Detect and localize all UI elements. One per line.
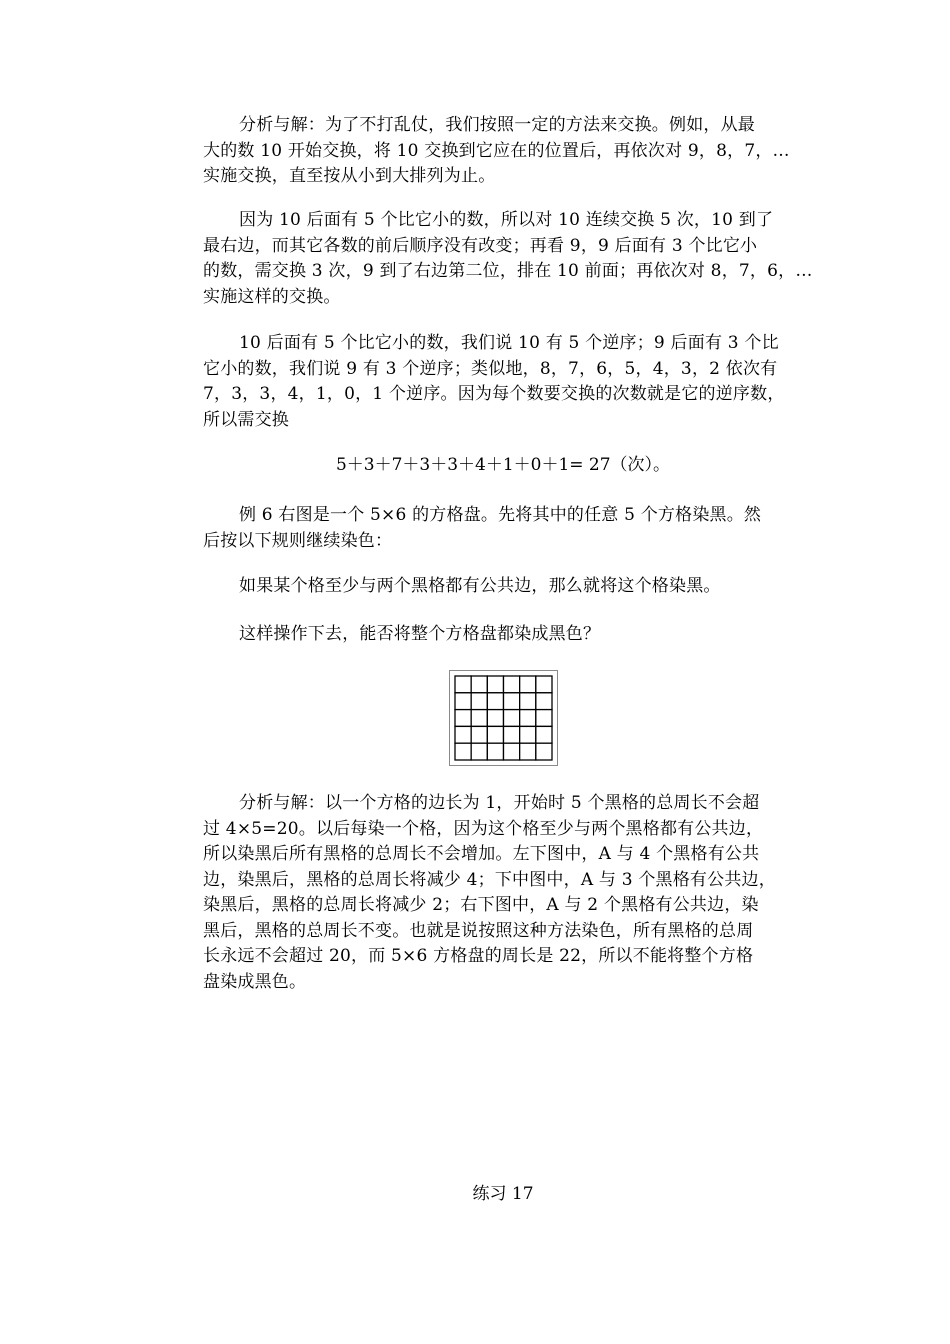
section-footer: 练习 17 xyxy=(472,1184,534,1204)
grid-cell xyxy=(504,676,520,693)
grid-cell xyxy=(536,710,552,727)
text-line: 盘染成黑色。 xyxy=(203,971,307,992)
text-line: 最右边，而其它各数的前后顺序没有改变；再看 9，9 后面有 3 个比它小 xyxy=(203,235,758,256)
grid-cell xyxy=(471,726,487,743)
text-line: 因为 10 后面有 5 个比它小的数，所以对 10 连续交换 5 次，10 到了 xyxy=(239,210,774,230)
text-line: 所以需交换 xyxy=(203,409,289,430)
grid-cell xyxy=(520,726,536,743)
grid-cell xyxy=(471,676,487,693)
grid-cell xyxy=(487,710,503,727)
grid-cell xyxy=(455,693,471,710)
text-line: 例 6 右图是一个 5×6 的方格盘。先将其中的任意 5 个方格染黑。然 xyxy=(239,505,762,525)
text-line: 它小的数，我们说 9 有 3 个逆序；类似地，8，7，6，5，4，3，2 依次有 xyxy=(203,358,778,379)
text-line: 长永远不会超过 20，而 5×6 方格盘的周长是 22，所以不能将整个方格 xyxy=(203,946,754,966)
grid-cell xyxy=(536,676,552,693)
text-line: 边，染黑后，黑格的总周长将减少 4；下中图中，A 与 3 个黑格有公共边， xyxy=(203,869,776,890)
grid-figure xyxy=(449,670,558,766)
grid-cell xyxy=(455,743,471,760)
grid-cell xyxy=(471,693,487,710)
grid-cell xyxy=(520,710,536,727)
grid-cell xyxy=(471,743,487,760)
grid-cell xyxy=(455,710,471,727)
text-line: 分析与解：为了不打乱仗，我们按照一定的方法来交换。例如，从最 xyxy=(239,115,755,135)
grid-cell xyxy=(487,726,503,743)
text-line: 7，3，3，4，1，0，1 个逆序。因为每个数要交换的次数就是它的逆序数， xyxy=(203,384,785,404)
paragraph-inversions-3 xyxy=(203,331,803,433)
text-line: 10 后面有 5 个比它小的数，我们说 10 有 5 个逆序；9 后面有 3 个比 xyxy=(239,333,779,353)
text-line: 分析与解：以一个方格的边长为 1，开始时 5 个黑格的总周长不会超 xyxy=(239,793,760,813)
grid-cell xyxy=(504,710,520,727)
text-line: 所以染黑后所有黑格的总周长不会增加。左下图中，A 与 4 个黑格有公共 xyxy=(203,844,760,864)
paragraph-example-6 xyxy=(203,503,803,554)
text-line: 过 4×5=20。以后每染一个格，因为这个格至少与两个黑格都有公共边， xyxy=(203,818,764,839)
text-line: 染黑后，黑格的总周长将减少 2；右下图中，A 与 2 个黑格有公共边，染 xyxy=(203,895,759,915)
text-line: 实施这样的交换。 xyxy=(203,286,341,307)
grid-cell xyxy=(504,693,520,710)
text-line: 这样操作下去，能否将整个方格盘都染成黑色？ xyxy=(239,624,601,644)
paragraph-rule xyxy=(203,574,803,600)
grid-cell xyxy=(520,693,536,710)
text-line: 如果某个格至少与两个黑格都有公共边，那么就将这个格染黑。 xyxy=(239,576,721,596)
text-line: 黑后，黑格的总周长不变。也就是说按照这种方法染色，所有黑格的总周 xyxy=(203,920,754,941)
text-line: 实施交换，直至按从小到大排列为止。 xyxy=(203,166,496,186)
paragraph-question xyxy=(203,622,803,648)
grid-cell xyxy=(471,710,487,727)
text-line: 的数，需交换 3 次，9 到了右边第二位，排在 10 前面；再依次对 8，7，6，… xyxy=(203,261,813,281)
grid-cell xyxy=(455,676,471,693)
grid-cell xyxy=(520,743,536,760)
grid-cell xyxy=(487,743,503,760)
grid-cell xyxy=(504,726,520,743)
grid-cell xyxy=(536,726,552,743)
grid-cell xyxy=(487,693,503,710)
equation: 5＋3＋7＋3＋3＋4＋1＋0＋1= 27（次）。 xyxy=(335,455,671,475)
grid-cell xyxy=(536,693,552,710)
grid-cell xyxy=(504,743,520,760)
grid-cell xyxy=(455,726,471,743)
paragraph-explanation-2 xyxy=(203,208,813,310)
paragraph-analysis-7 xyxy=(203,791,803,995)
text-line: 大的数 10 开始交换，将 10 交换到它应在的位置后，再依次对 9，8，7，… xyxy=(203,140,790,161)
paragraph-analysis-1 xyxy=(203,113,803,190)
text-line: 后按以下规则继续染色： xyxy=(203,530,393,551)
grid-cell xyxy=(487,676,503,693)
grid-cell xyxy=(536,743,552,760)
grid-board xyxy=(454,675,553,761)
grid-cell xyxy=(520,676,536,693)
